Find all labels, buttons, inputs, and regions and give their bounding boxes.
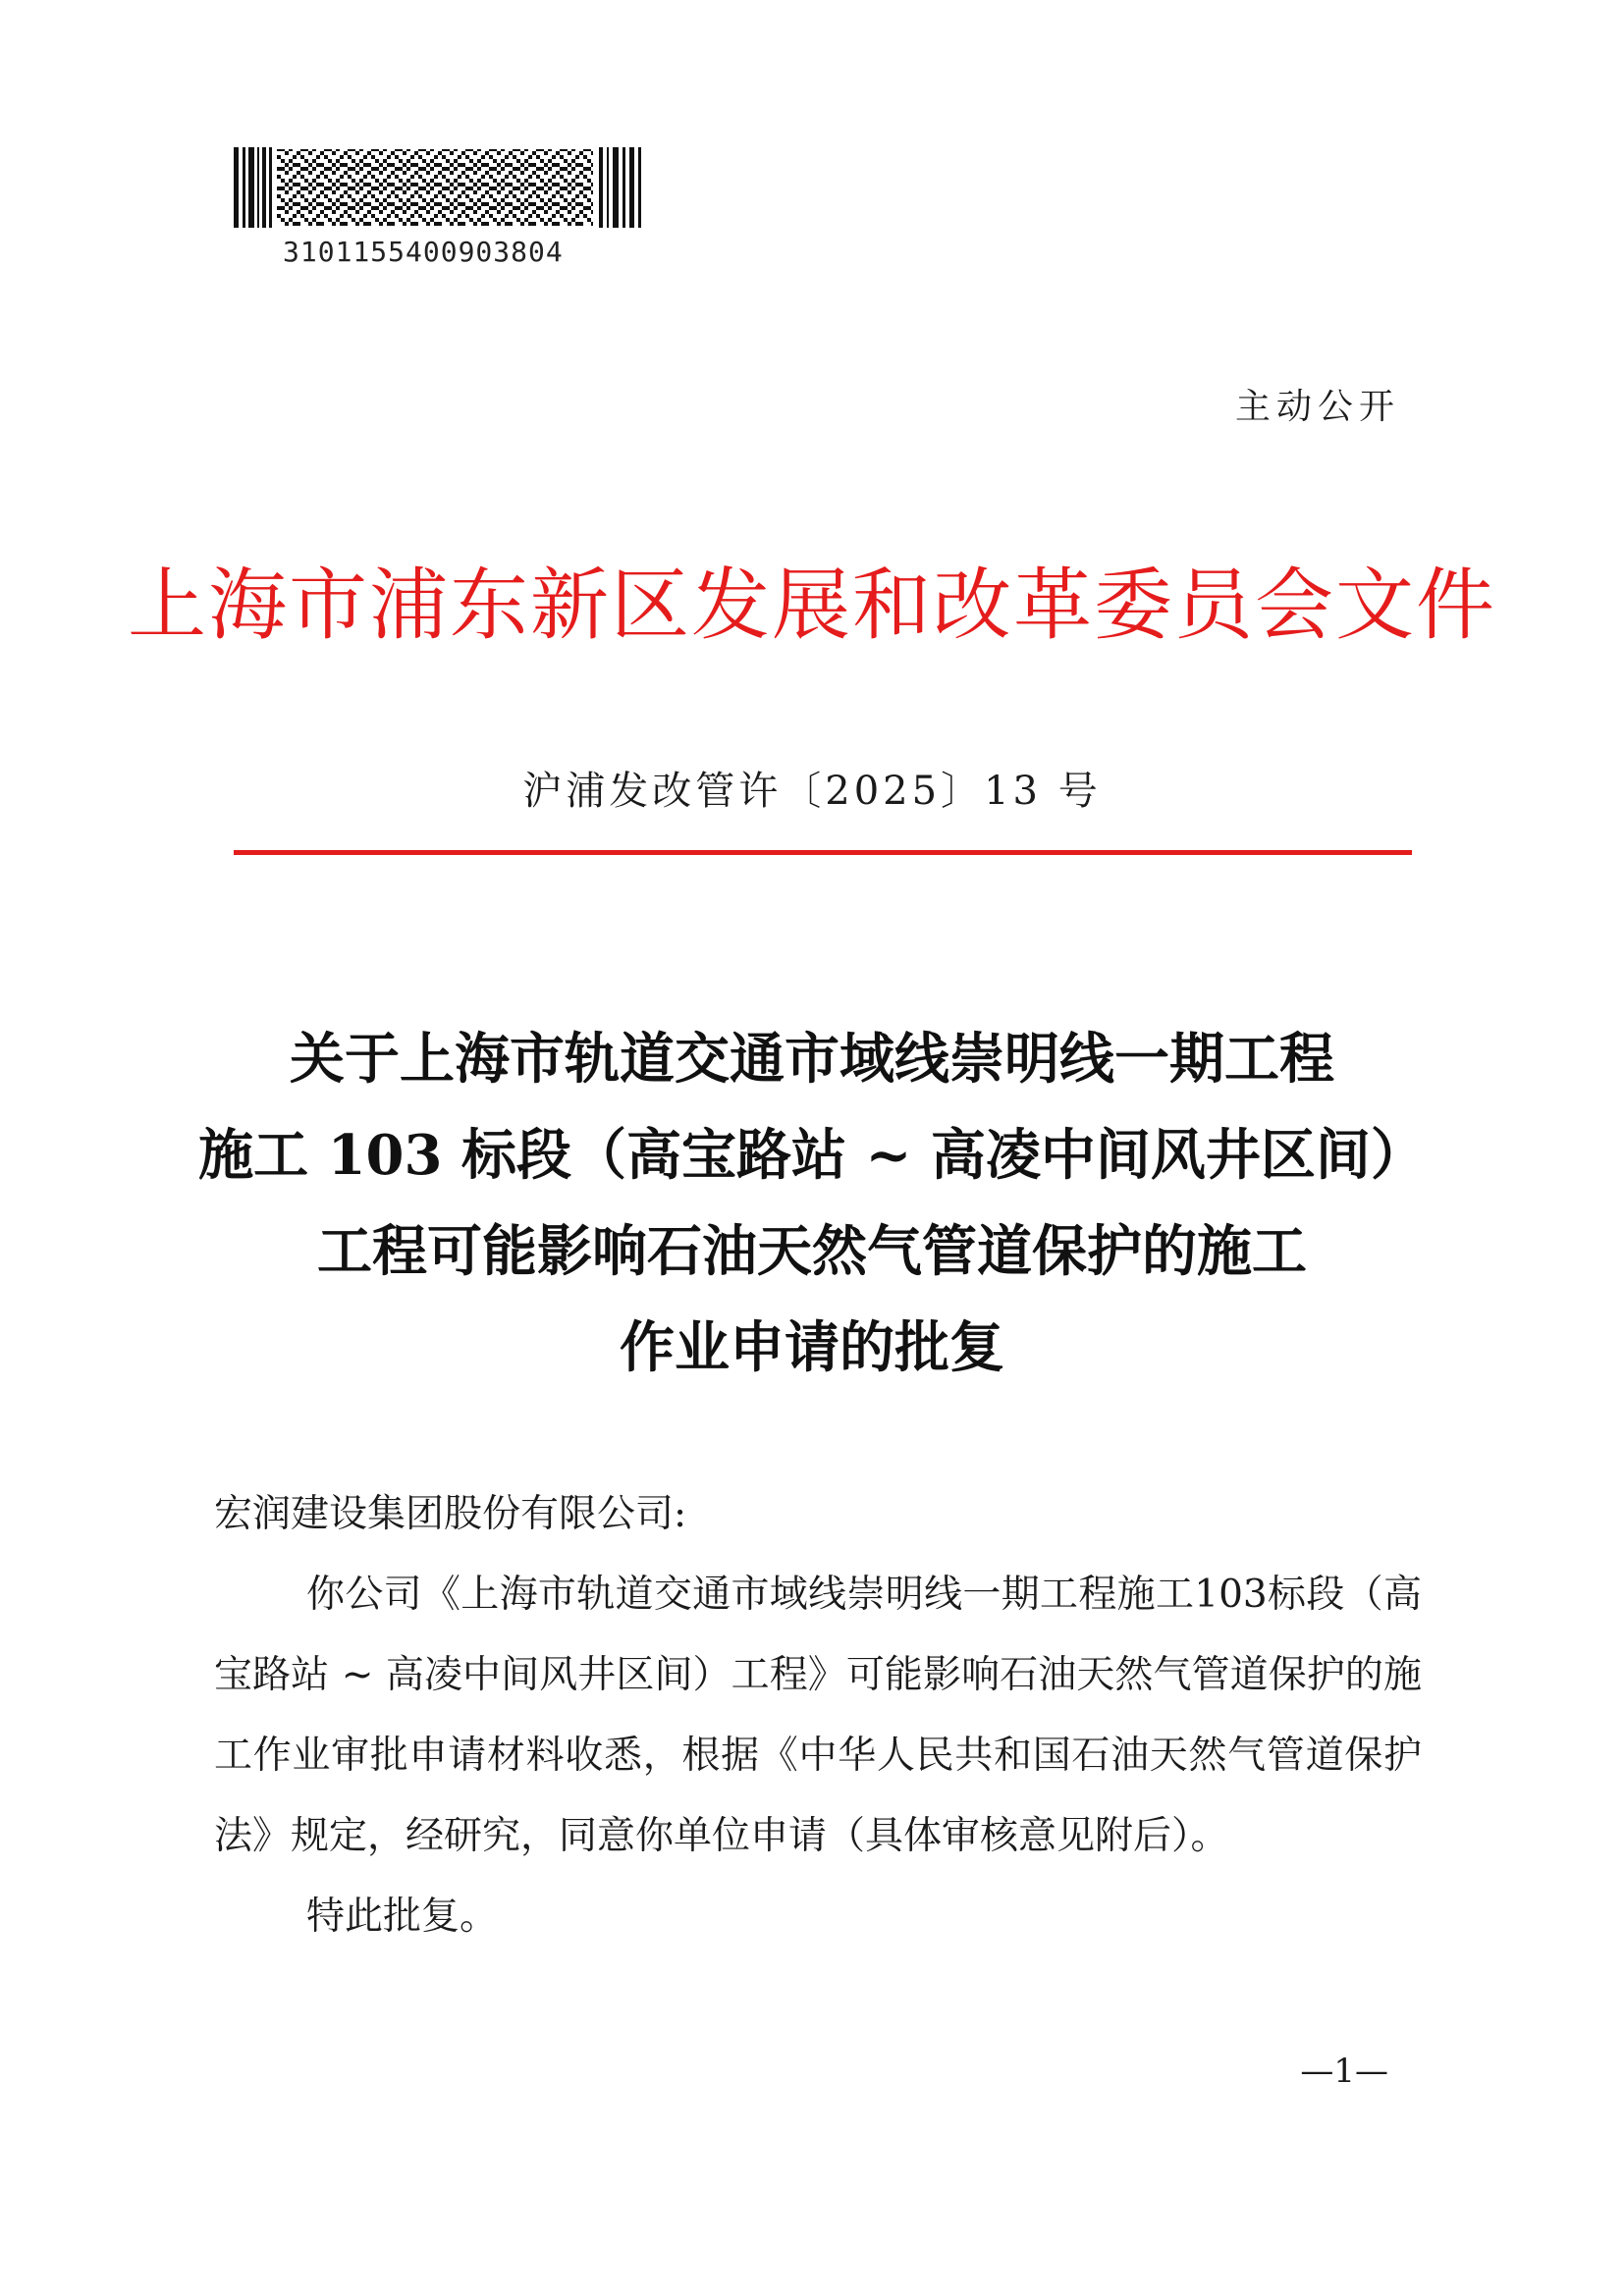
barcode-graphic	[234, 147, 646, 228]
document-title	[196, 1011, 1428, 1396]
closing-line: 特此批复。	[306, 1895, 499, 1939]
barcode-number: 3101155400903804	[283, 236, 564, 268]
title-line: 工程可能影响石油天然气管道保护的施工	[317, 1219, 1307, 1284]
body-paragraph: 你公司《上海市轨道交通市域线崇明线一期工程施工103标段（高宝路站 ~ 高凌中间风井区间）工程》可能影响石油天然气管道保护的施工作业审批申请材料收悉，根据《中华人民共和国石油天然气管道保护法》规定，经研究，同意你单位申请（具体审核意见附后）。	[214, 1573, 1422, 1858]
title-line: 关于上海市轨道交通市域线崇明线一期工程	[290, 1027, 1334, 1092]
title-line: 施工 103 标段（高宝路站 ~ 高凌中间风井区间）	[198, 1123, 1426, 1188]
red-divider-rule	[234, 850, 1412, 855]
document-number: 沪浦发改管许〔2025〕13 号	[522, 769, 1102, 814]
agency-header: 上海市浦东新区发展和改革委员会文件	[128, 560, 1496, 651]
disclosure-label: 主动公开	[1234, 387, 1400, 427]
page-number: —1—	[1300, 2052, 1388, 2091]
recipient-salutation: 宏润建设集团股份有限公司:	[214, 1492, 687, 1536]
document-body	[214, 1474, 1422, 1957]
barcode-block	[234, 147, 646, 268]
title-line: 作业申请的批复	[620, 1315, 1004, 1380]
